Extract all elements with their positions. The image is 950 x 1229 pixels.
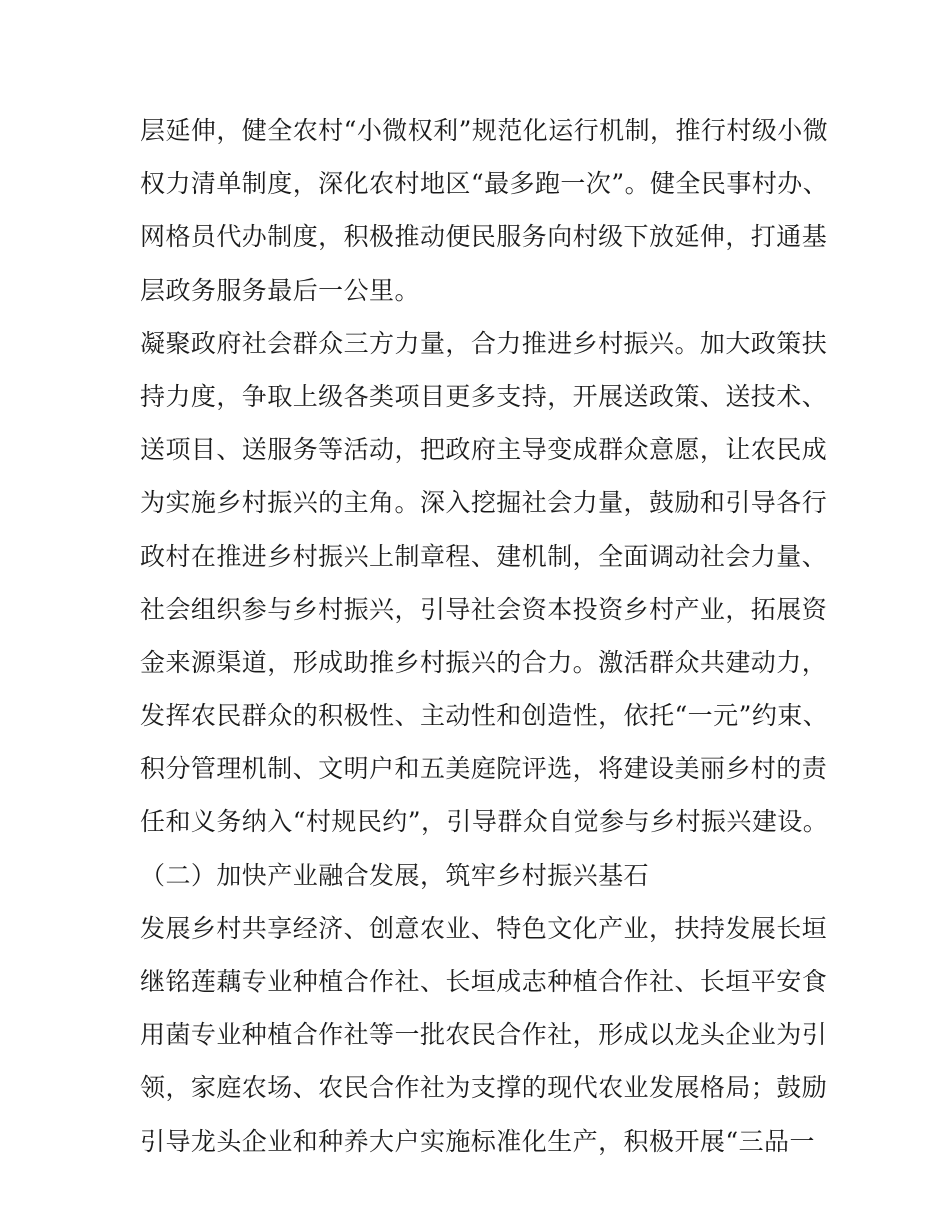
text-line: 层政务服务最后一公里。	[140, 275, 420, 305]
text-line: 领，家庭农场、农民合作社为支撑的现代农业发展格局；鼓励	[140, 1073, 828, 1103]
text-line: 网格员代办制度，积极推动便民服务向村级下放延伸，打通基	[140, 222, 828, 252]
document-body	[140, 104, 829, 1168]
text-line: 积分管理机制、文明户和五美庭院评选，将建设美丽乡村的责	[140, 754, 828, 784]
text-line: 政村在推进乡村振兴上制章程、建机制，全面调动社会力量、	[140, 541, 828, 571]
text-line: 持力度，争取上级各类项目更多支持，开展送政策、送技术、	[140, 381, 828, 411]
text-line: 继铭莲藕专业种植合作社、长垣成志种植合作社、长垣平安食	[140, 967, 828, 996]
text-line: 发挥农民群众的积极性、主动性和创造性，依托“一元”约束、	[140, 701, 829, 731]
section-heading: （二）加快产业融合发展，筑牢乡村振兴基石	[140, 860, 650, 890]
text-line: 凝聚政府社会群众三方力量，合力推进乡村振兴。加大政策扶	[140, 328, 828, 358]
text-line: 权力清单制度，深化农村地区“最多跑一次”。健全民事村办、	[140, 169, 829, 199]
text-line: 发展乡村共享经济、创意农业、特色文化产业，扶持发展长垣	[140, 913, 828, 943]
text-line: 社会组织参与乡村振兴，引导社会资本投资乡村产业，拓展资	[140, 594, 828, 624]
text-line: 送项目、送服务等活动，把政府主导变成群众意愿，让农民成	[140, 435, 828, 465]
text-line: 金来源渠道，形成助推乡村振兴的合力。激活群众共建动力，	[140, 647, 828, 677]
text-line: 为实施乡村振兴的主角。深入挖掘社会力量，鼓励和引导各行	[140, 488, 828, 518]
text-line: 层延伸，健全农村“小微权利”规范化运行机制，推行村级小微	[140, 116, 829, 145]
text-line: 引导龙头企业和种养大户实施标准化生产，积极开展“三品一	[140, 1126, 815, 1156]
text-line: 用菌专业种植合作社等一批农民合作社，形成以龙头企业为引	[140, 1020, 828, 1050]
text-line: 任和义务纳入“村规民约”，引导群众自觉参与乡村振兴建设。	[140, 807, 829, 837]
